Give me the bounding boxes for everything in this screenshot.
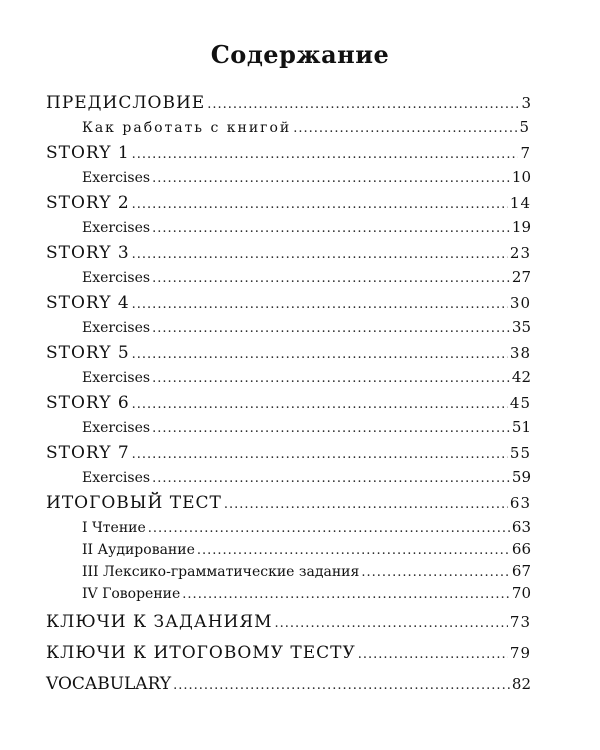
toc-entry-exercises-6[interactable] (46, 418, 531, 443)
toc-entry-story-5[interactable] (46, 343, 531, 368)
toc-entry-page: 7 (520, 144, 531, 162)
toc-entry-label: STORY 2 (46, 193, 130, 213)
dot-leader (148, 521, 510, 536)
toc-entry-page: 19 (511, 218, 531, 236)
toc-entry-page: 45 (509, 394, 531, 412)
toc-entry-story-3[interactable] (46, 243, 531, 268)
toc-entry-page: 59 (511, 468, 531, 486)
dot-leader (173, 678, 510, 693)
toc-entry-label: Exercises (82, 170, 151, 186)
dot-leader (152, 171, 510, 186)
toc-entry-page: 35 (511, 318, 531, 336)
dot-leader (132, 247, 508, 262)
dot-leader (132, 447, 508, 462)
toc-entry-label: STORY 6 (46, 393, 130, 413)
toc-entry-label: КЛЮЧИ К ЗАДАНИЯМ (46, 612, 273, 632)
toc-entry-answer-keys[interactable] (46, 608, 531, 643)
toc-entry-label: Exercises (82, 270, 151, 286)
toc-entry-label: КЛЮЧИ К ИТОГОВОМУ ТЕСТУ (46, 643, 356, 663)
toc-entry-label: STORY 7 (46, 443, 130, 463)
dot-leader (152, 371, 510, 386)
toc-entry-page: 3 (521, 94, 531, 112)
dot-leader (152, 471, 510, 486)
dot-leader (132, 147, 519, 162)
toc-entry-story-6[interactable] (46, 393, 531, 418)
toc-entry-page: 73 (509, 613, 531, 631)
dot-leader (152, 321, 510, 336)
toc-entry-label: Exercises (82, 420, 151, 436)
toc-entry-label: Exercises (82, 370, 151, 386)
dot-leader (197, 543, 510, 558)
toc-entry-label: STORY 1 (46, 143, 130, 163)
toc-entry-vocabulary[interactable] (46, 674, 531, 699)
toc-entry-label: STORY 3 (46, 243, 130, 263)
toc-entry-final-test[interactable] (46, 493, 531, 518)
toc-entry-exercises-4[interactable] (46, 318, 531, 343)
toc-entry-label: STORY 4 (46, 293, 130, 313)
dot-leader (132, 347, 508, 362)
toc-entry-preface[interactable] (46, 93, 531, 118)
toc-entry-page: 51 (511, 418, 531, 436)
dot-leader (152, 421, 510, 436)
toc-entry-page: 79 (509, 644, 531, 662)
toc-entry-page: 14 (509, 194, 531, 212)
dot-leader (132, 197, 508, 212)
dot-leader (152, 221, 510, 236)
toc-entry-page: 23 (509, 244, 531, 262)
toc-entry-exercises-2[interactable] (46, 218, 531, 243)
toc-entry-label: STORY 5 (46, 343, 130, 363)
toc-entry-page: 5 (519, 118, 531, 136)
toc-entry-page: 70 (511, 584, 531, 602)
toc-entry-final-test-keys[interactable] (46, 643, 531, 674)
toc-entry-story-1[interactable] (46, 143, 531, 168)
dot-leader (361, 565, 510, 580)
toc-entry-page: 10 (511, 168, 531, 186)
toc-entry-page: 66 (511, 540, 531, 558)
toc-entry-label: IV Говорение (82, 586, 181, 602)
toc-entry-story-7[interactable] (46, 443, 531, 468)
toc-entry-label: Exercises (82, 220, 151, 236)
toc-entry-page: 27 (511, 268, 531, 286)
toc-entry-speaking[interactable] (46, 584, 531, 608)
toc-entry-label: I Чтение (82, 520, 146, 536)
toc-entry-lexical-grammar[interactable] (46, 562, 531, 584)
toc-entry-page: 42 (511, 368, 531, 386)
toc-entry-how-to-use[interactable] (46, 118, 531, 143)
dot-leader (132, 297, 508, 312)
toc-entry-label: Exercises (82, 470, 151, 486)
dot-leader (207, 97, 519, 112)
toc-entry-exercises-3[interactable] (46, 268, 531, 293)
toc-entry-page: 30 (509, 294, 531, 312)
toc-entry-page: 82 (511, 675, 531, 693)
toc-entry-label: ИТОГОВЫЙ ТЕСТ (46, 493, 222, 513)
toc-entry-exercises-7[interactable] (46, 468, 531, 493)
table-of-contents (46, 93, 531, 699)
toc-entry-reading[interactable] (46, 518, 531, 540)
toc-entry-page: 38 (509, 344, 531, 362)
toc-entry-page: 55 (509, 444, 531, 462)
dot-leader (152, 271, 510, 286)
dot-leader (132, 397, 508, 412)
dot-leader (224, 497, 508, 512)
toc-entry-story-4[interactable] (46, 293, 531, 318)
toc-entry-page: 67 (511, 562, 531, 580)
toc-entry-label: II Аудирование (82, 542, 195, 558)
dot-leader (275, 616, 508, 631)
toc-entry-label: ПРЕДИСЛОВИЕ (46, 93, 206, 113)
toc-entry-label: VOCABULARY (46, 674, 172, 694)
page-title: Содержание (210, 40, 390, 69)
toc-entry-page: 63 (511, 518, 531, 536)
dot-leader (182, 587, 510, 602)
toc-entry-page: 63 (509, 494, 531, 512)
dot-leader (293, 121, 517, 136)
toc-entry-listening[interactable] (46, 540, 531, 562)
dot-leader (358, 647, 508, 662)
toc-entry-label: III Лексико-грамматические задания (82, 564, 360, 580)
toc-entry-exercises-5[interactable] (46, 368, 531, 393)
toc-entry-label: Как работать с книгой (82, 120, 292, 136)
toc-entry-exercises-1[interactable] (46, 168, 531, 193)
toc-entry-story-2[interactable] (46, 193, 531, 218)
toc-entry-label: Exercises (82, 320, 151, 336)
